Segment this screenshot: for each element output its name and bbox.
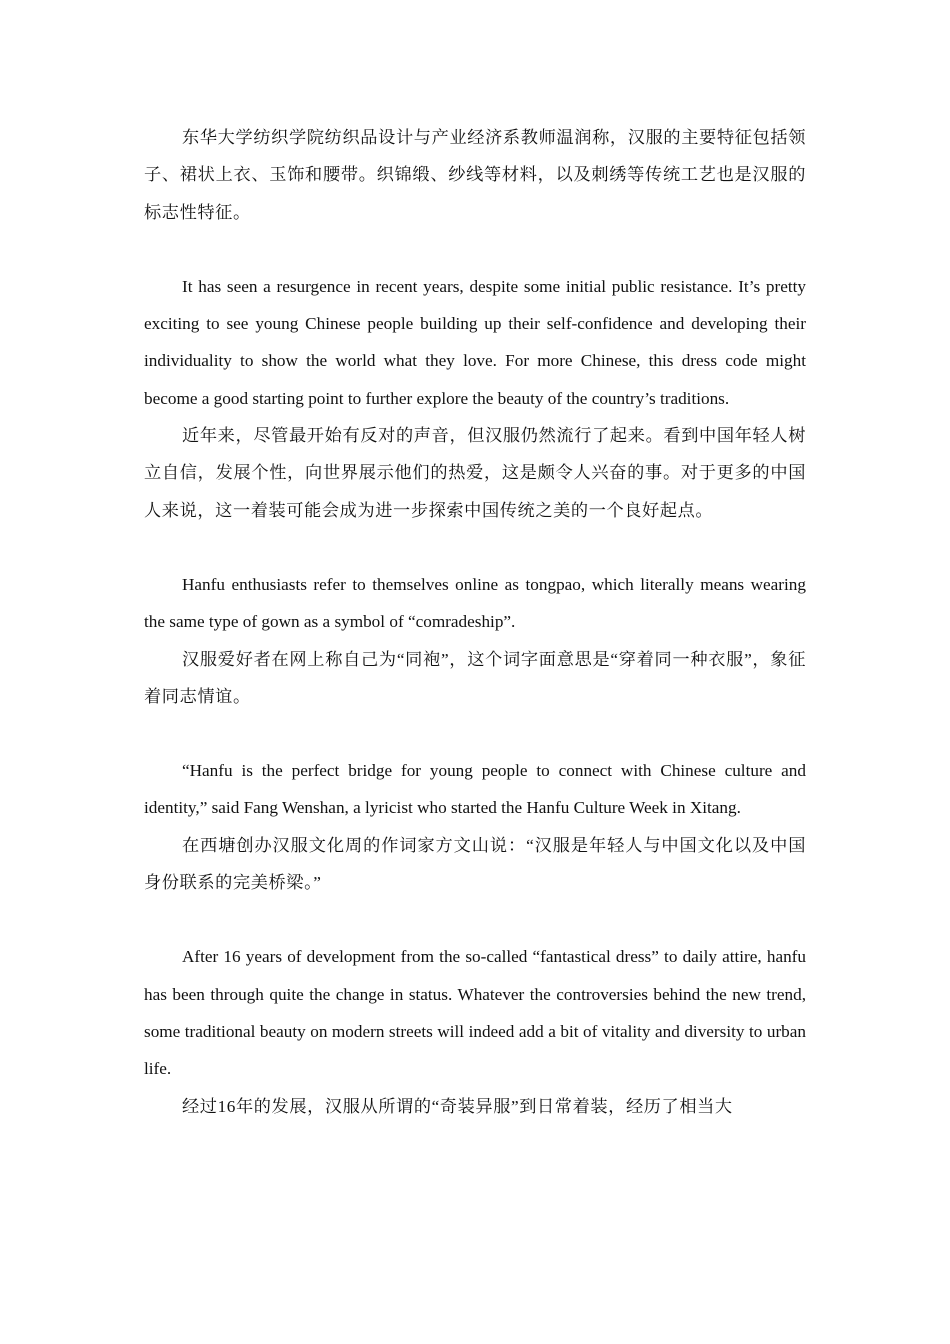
document-page xyxy=(144,119,806,1125)
paragraph-zh-3: 汉服爱好者在网上称自己为“同袍”，这个词字面意思是“穿着同一种衣服”，象征着同志情谊。 xyxy=(144,649,806,706)
paragraph-spacer xyxy=(144,715,806,752)
paragraph-spacer xyxy=(144,231,806,268)
paragraph-spacer xyxy=(144,529,806,566)
paragraph-zh-1: 东华大学纺织学院纺织品设计与产业经济系教师温润称，汉服的主要特征包括领子、裙状上衣、玉饰和腰带。织锦缎、纱线等材料，以及刺绣等传统工艺也是汉服的标志性特征。 xyxy=(144,128,806,222)
paragraph-zh-5: 经过16年的发展，汉服从所谓的“奇装异服”到日常着装，经历了相当大 xyxy=(182,1096,733,1116)
paragraph-zh-4: 在西塘创办汉服文化周的作词家方文山说：“汉服是年轻人与中国文化以及中国身份联系的完美桥梁。” xyxy=(144,835,806,893)
paragraph-en-2: It has seen a resurgence in recent years, despite some initial public resistance. It’s pretty exciting to see young Chinese people building up their self-confidence and developing their individuality to show the world what they love. For more Chinese, this dress code might become a good starting point to further explore the beauty of the country’s traditions. xyxy=(144,276,806,408)
paragraph-en-3: Hanfu enthusiasts refer to themselves online as tongpao, which literally means wearing the same type of gown as a symbol of “comradeship”. xyxy=(144,574,806,632)
paragraph-en-5: After 16 years of development from the so-called “fantastical dress” to daily attire, hanfu has been through quite the change in status. Whatever the controversies behind the new trend, some traditional beauty on modern streets will indeed add a bit of vitality and diversity to urban life. xyxy=(144,947,806,1079)
paragraph-spacer xyxy=(144,901,806,938)
paragraph-zh-2: 近年来，尽管最开始有反对的声音，但汉服仍然流行了起来。看到中国年轻人树立自信，发展个性，向世界展示他们的热爱，这是颇令人兴奋的事。对于更多的中国人来说，这一着装可能会成为进一步探索中国传统之美的一个良好起点。 xyxy=(144,426,806,520)
paragraph-en-4: “Hanfu is the perfect bridge for young people to connect with Chinese culture and identity,” said Fang Wenshan, a lyricist who started the Hanfu Culture Week in Xitang. xyxy=(144,761,806,818)
